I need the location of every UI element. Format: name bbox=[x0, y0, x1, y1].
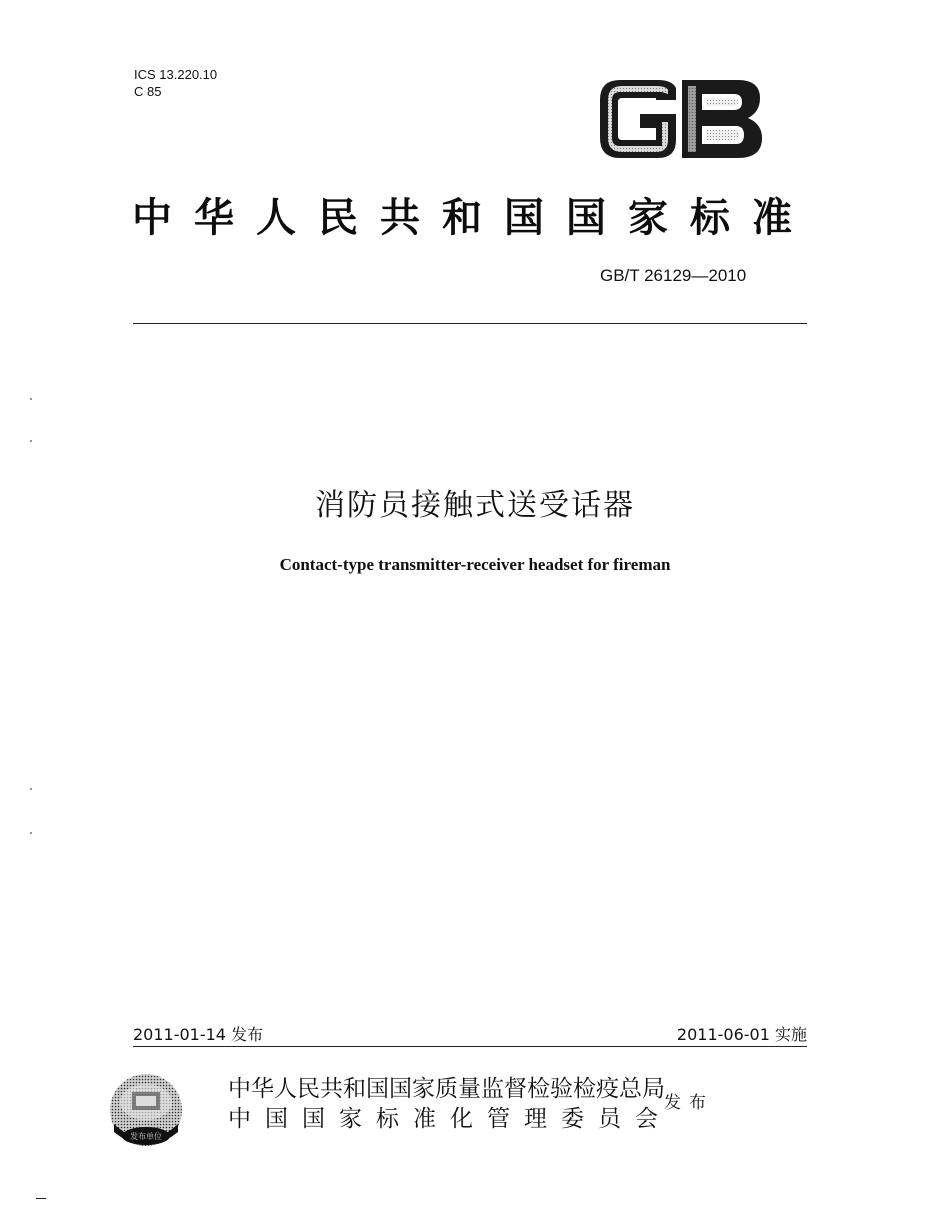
issue-date: 2011-01-14 发布 bbox=[133, 1025, 264, 1044]
gb-logo bbox=[598, 78, 762, 160]
publish-label: 发布 bbox=[664, 1093, 714, 1113]
scan-speck bbox=[30, 398, 32, 400]
scan-speck bbox=[36, 1198, 46, 1199]
scan-speck bbox=[30, 440, 32, 442]
footer-divider bbox=[133, 1046, 807, 1047]
issuer-seal-icon bbox=[108, 1072, 184, 1148]
seal-text: 发布单位 bbox=[130, 1132, 162, 1141]
implementation-date: 2011-06-01 实施 bbox=[676, 1025, 807, 1044]
issuer-line-aqsiq: 中华人民共和国国家质量监督检验检疫总局 bbox=[228, 1076, 665, 1102]
scan-speck bbox=[30, 788, 32, 790]
ics-code: ICS 13.220.10 bbox=[134, 67, 218, 82]
scan-speck bbox=[30, 832, 32, 834]
document-title-en: Contact-type transmitter-receiver headset for fireman bbox=[279, 555, 671, 574]
classification-codes bbox=[134, 66, 217, 100]
issuer-line-sac: 中国国家标准化管理委员会 bbox=[228, 1106, 672, 1132]
document-title-cn: 消防员接触式送受话器 bbox=[315, 488, 635, 523]
national-standard-title: 中华人民共和国国家标准 bbox=[132, 194, 814, 241]
standard-number: GB/T 26129—2010 bbox=[600, 266, 747, 285]
ccs-code: C 85 bbox=[134, 84, 162, 99]
header-divider bbox=[133, 323, 807, 324]
